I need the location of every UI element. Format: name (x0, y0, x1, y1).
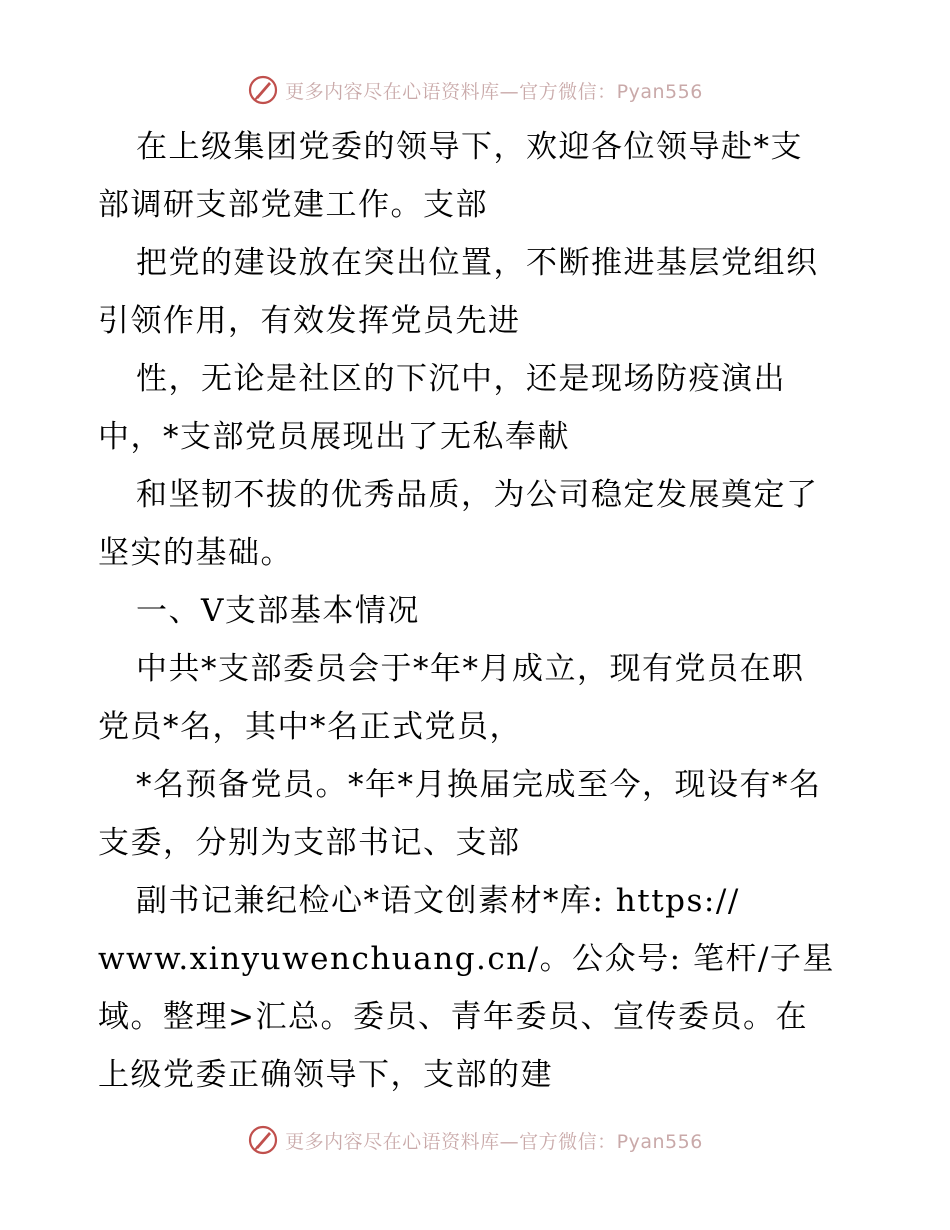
header-watermark (0, 70, 950, 110)
body-line: *名预备党员。*年*月换届完成至今，现设有*名 (136, 767, 822, 803)
body-line: 把党的建设放在突出位置，不断推进基层党组织 (136, 245, 819, 281)
body-line: 党员*名，其中*名正式党员， (98, 709, 522, 745)
body-line: 域。整理>汇总。委员、青年委员、宣传委员。在 (98, 999, 808, 1035)
footer-watermark-inner (247, 1124, 703, 1156)
body-line: 性，无论是社区的下沉中，还是现场防疫演出 (136, 361, 786, 397)
body-line: 支委，分别为支部书记、支部 (98, 825, 521, 861)
body-line: 在上级集团党委的领导下，欢迎各位领导赴*支 (136, 129, 803, 165)
body-line: 部调研支部党建工作。支部 (98, 187, 488, 223)
footer-watermark-text: 更多内容尽在心语资料库—官方微信：Pyan556 (285, 1130, 703, 1153)
body-line: 中，*支部党员展现出了无私奉献 (98, 419, 570, 455)
body-line: 副书记兼纪检心*语文创素材*库: https:// (136, 883, 740, 919)
quill-logo-icon (247, 1124, 279, 1156)
section-heading: 一、V支部基本情况 (136, 593, 420, 629)
body-line: 中共*支部委员会于*年*月成立，现有党员在职 (136, 651, 805, 687)
body-line: 上级党委正确领导下，支部的建 (98, 1057, 553, 1093)
body-line: 坚实的基础。 (98, 535, 293, 571)
footer-watermark (0, 1120, 950, 1160)
body-line: 和坚韧不拔的优秀品质，为公司稳定发展奠定了 (136, 477, 819, 513)
body-line: 引领作用，有效发挥党员先进 (98, 303, 521, 339)
header-watermark-inner (247, 74, 703, 106)
header-watermark-text: 更多内容尽在心语资料库—官方微信：Pyan556 (285, 80, 703, 103)
quill-logo-icon (247, 74, 279, 106)
body-line: www.xinyuwenchuang.cn/。公众号: 笔杆/子星 (98, 941, 835, 977)
